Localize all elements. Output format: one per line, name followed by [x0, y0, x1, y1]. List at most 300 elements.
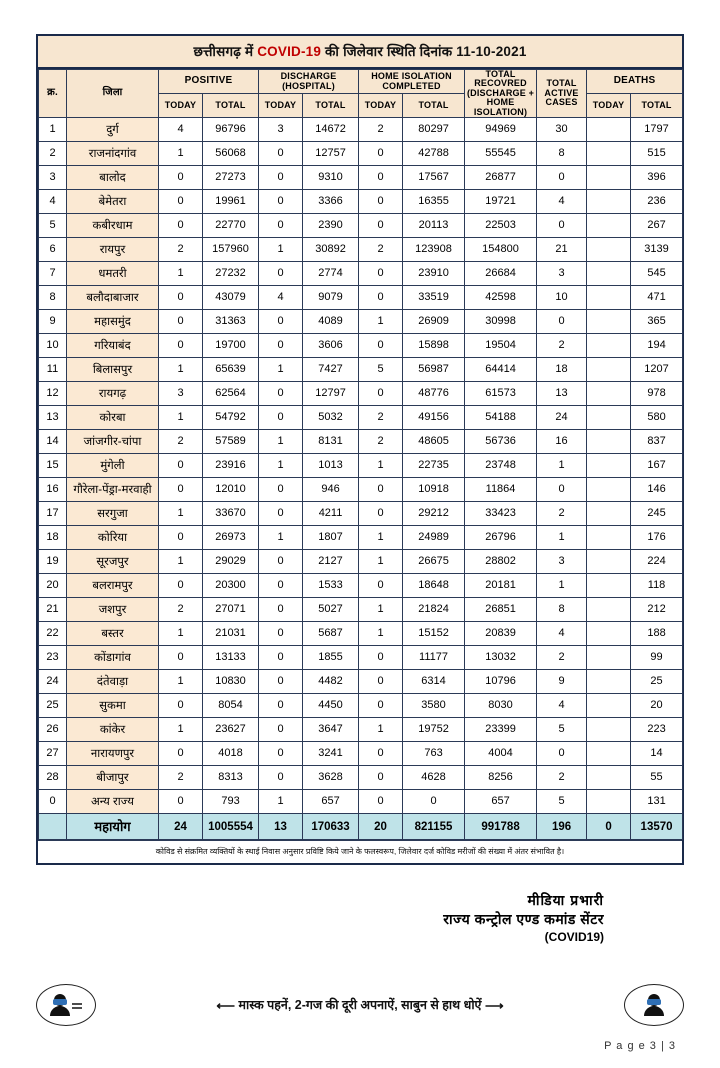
table-row	[39, 214, 683, 238]
row-positive-today: 1	[159, 718, 203, 742]
row-active: 2	[537, 646, 587, 670]
row-positive-today: 2	[159, 238, 203, 262]
row-district: अन्य राज्य	[67, 790, 159, 814]
header-act-line3: CASES	[545, 97, 578, 108]
table-row	[39, 166, 683, 190]
row-death-total: 471	[631, 286, 683, 310]
row-discharge-total: 1533	[303, 574, 359, 598]
row-discharge-total: 2774	[303, 262, 359, 286]
row-positive-total: 31363	[203, 310, 259, 334]
row-hi-today: 0	[359, 382, 403, 406]
row-positive-today: 0	[159, 694, 203, 718]
row-hi-today: 0	[359, 478, 403, 502]
row-hi-total: 123908	[403, 238, 465, 262]
total-row-discharge-today: 13	[259, 814, 303, 840]
table-row	[39, 550, 683, 574]
row-positive-total: 23916	[203, 454, 259, 478]
row-hi-total: 21824	[403, 598, 465, 622]
row-hi-total: 19752	[403, 718, 465, 742]
header-discharge-line1: DISCHARGE	[280, 71, 337, 82]
row-hi-total: 0	[403, 790, 465, 814]
header-hi-today: TODAY	[359, 94, 403, 118]
row-death-today	[587, 190, 631, 214]
total-row-positive-today: 24	[159, 814, 203, 840]
table-total-row	[39, 814, 683, 840]
row-death-total: 236	[631, 190, 683, 214]
row-active: 0	[537, 742, 587, 766]
row-district: कोरिया	[67, 526, 159, 550]
total-row-recovered: 991788	[465, 814, 537, 840]
row-district: बलरामपुर	[67, 574, 159, 598]
row-district: दुर्ग	[67, 118, 159, 142]
row-recovered: 8256	[465, 766, 537, 790]
row-hi-total: 23910	[403, 262, 465, 286]
row-hi-total: 22735	[403, 454, 465, 478]
row-death-total: 515	[631, 142, 683, 166]
row-discharge-total: 2127	[303, 550, 359, 574]
row-hi-today: 0	[359, 670, 403, 694]
row-district: बलौदाबाजार	[67, 286, 159, 310]
row-hi-today: 0	[359, 190, 403, 214]
row-discharge-total: 4211	[303, 502, 359, 526]
row-discharge-total: 1013	[303, 454, 359, 478]
row-discharge-today: 0	[259, 166, 303, 190]
row-positive-total: 21031	[203, 622, 259, 646]
row-district: सूरजपुर	[67, 550, 159, 574]
row-discharge-total: 9079	[303, 286, 359, 310]
row-death-total: 1207	[631, 358, 683, 382]
row-discharge-total: 4482	[303, 670, 359, 694]
row-discharge-today: 0	[259, 214, 303, 238]
row-discharge-total: 7427	[303, 358, 359, 382]
row-active: 0	[537, 478, 587, 502]
row-sn: 26	[39, 718, 67, 742]
row-positive-today: 0	[159, 190, 203, 214]
row-death-today	[587, 166, 631, 190]
arrow-left-icon: ⟵	[216, 997, 236, 1013]
row-hi-today: 0	[359, 742, 403, 766]
row-positive-total: 43079	[203, 286, 259, 310]
total-row-discharge-total: 170633	[303, 814, 359, 840]
row-death-total: 978	[631, 382, 683, 406]
table-row	[39, 670, 683, 694]
slogan-label: मास्क पहनें, 2-गज की दूरी अपनाऐं, साबुन से हाथ धोऐं	[238, 998, 482, 1013]
report-frame	[36, 34, 684, 865]
row-positive-total: 26973	[203, 526, 259, 550]
row-death-total: 14	[631, 742, 683, 766]
row-death-today	[587, 454, 631, 478]
row-discharge-total: 5027	[303, 598, 359, 622]
table-row	[39, 406, 683, 430]
row-district: नारायणपुर	[67, 742, 159, 766]
row-active: 4	[537, 190, 587, 214]
row-death-today	[587, 286, 631, 310]
row-positive-today: 1	[159, 622, 203, 646]
total-row-death-total: 13570	[631, 814, 683, 840]
row-positive-today: 0	[159, 790, 203, 814]
row-active: 10	[537, 286, 587, 310]
row-hi-today: 1	[359, 718, 403, 742]
row-district: जांजगीर-चांपा	[67, 430, 159, 454]
row-death-total: 118	[631, 574, 683, 598]
row-hi-today: 0	[359, 334, 403, 358]
table-row	[39, 694, 683, 718]
row-positive-total: 56068	[203, 142, 259, 166]
row-discharge-today: 0	[259, 382, 303, 406]
row-active: 1	[537, 574, 587, 598]
header-rec-line2: RECOVRED	[474, 78, 527, 89]
covid-status-table	[38, 69, 683, 840]
row-sn: 22	[39, 622, 67, 646]
table-head	[39, 70, 683, 118]
row-positive-today: 0	[159, 574, 203, 598]
row-district: बेमेतरा	[67, 190, 159, 214]
row-discharge-total: 12757	[303, 142, 359, 166]
row-hi-today: 1	[359, 454, 403, 478]
row-discharge-total: 3606	[303, 334, 359, 358]
total-row-hi-total: 821155	[403, 814, 465, 840]
header-discharge	[259, 70, 359, 94]
row-discharge-today: 4	[259, 286, 303, 310]
row-death-total: 245	[631, 502, 683, 526]
row-hi-today: 0	[359, 694, 403, 718]
row-positive-today: 0	[159, 454, 203, 478]
row-discharge-today: 0	[259, 598, 303, 622]
row-district: धमतरी	[67, 262, 159, 286]
row-death-today	[587, 262, 631, 286]
row-sn: 18	[39, 526, 67, 550]
table-row	[39, 454, 683, 478]
row-positive-today: 0	[159, 334, 203, 358]
mask-person-icon-left	[36, 984, 96, 1026]
row-sn: 7	[39, 262, 67, 286]
row-discharge-total: 3647	[303, 718, 359, 742]
row-death-today	[587, 430, 631, 454]
row-discharge-today: 0	[259, 502, 303, 526]
row-positive-today: 0	[159, 526, 203, 550]
row-positive-total: 157960	[203, 238, 259, 262]
row-hi-today: 0	[359, 766, 403, 790]
table-row	[39, 382, 683, 406]
row-active: 21	[537, 238, 587, 262]
header-act-line2: ACTIVE	[544, 87, 579, 98]
row-hi-total: 48605	[403, 430, 465, 454]
row-sn: 28	[39, 766, 67, 790]
row-active: 13	[537, 382, 587, 406]
row-district: बिलासपुर	[67, 358, 159, 382]
row-active: 2	[537, 502, 587, 526]
row-discharge-total: 14672	[303, 118, 359, 142]
row-district: बस्तर	[67, 622, 159, 646]
row-hi-today: 1	[359, 622, 403, 646]
row-discharge-today: 0	[259, 646, 303, 670]
header-home-isolation	[359, 70, 465, 94]
header-hi-total: TOTAL	[403, 94, 465, 118]
table-row	[39, 502, 683, 526]
table-row	[39, 142, 683, 166]
row-discharge-today: 0	[259, 550, 303, 574]
row-positive-total: 19700	[203, 334, 259, 358]
row-hi-today: 2	[359, 238, 403, 262]
row-district: कांकेर	[67, 718, 159, 742]
row-sn: 8	[39, 286, 67, 310]
row-hi-total: 49156	[403, 406, 465, 430]
row-recovered: 19721	[465, 190, 537, 214]
row-positive-total: 27071	[203, 598, 259, 622]
row-positive-total: 57589	[203, 430, 259, 454]
row-sn: 17	[39, 502, 67, 526]
row-positive-total: 8313	[203, 766, 259, 790]
header-row-1	[39, 70, 683, 94]
table-row	[39, 598, 683, 622]
row-death-total: 545	[631, 262, 683, 286]
row-positive-total: 10830	[203, 670, 259, 694]
row-hi-total: 3580	[403, 694, 465, 718]
row-sn: 12	[39, 382, 67, 406]
row-recovered: 42598	[465, 286, 537, 310]
row-recovered: 26851	[465, 598, 537, 622]
row-hi-today: 0	[359, 646, 403, 670]
row-district: कोरबा	[67, 406, 159, 430]
row-hi-today: 2	[359, 118, 403, 142]
row-hi-today: 1	[359, 310, 403, 334]
table-row	[39, 574, 683, 598]
row-discharge-total: 30892	[303, 238, 359, 262]
row-positive-today: 1	[159, 262, 203, 286]
row-death-today	[587, 238, 631, 262]
total-row-hi-today: 20	[359, 814, 403, 840]
row-district: महासमुंद	[67, 310, 159, 334]
page-number: P a g e 3 | 3	[604, 1040, 676, 1052]
row-death-today	[587, 382, 631, 406]
row-positive-total: 27273	[203, 166, 259, 190]
row-sn: 20	[39, 574, 67, 598]
row-positive-total: 22770	[203, 214, 259, 238]
row-discharge-total: 3241	[303, 742, 359, 766]
row-discharge-today: 1	[259, 790, 303, 814]
row-positive-today: 0	[159, 742, 203, 766]
row-discharge-total: 1855	[303, 646, 359, 670]
row-positive-today: 0	[159, 166, 203, 190]
row-hi-today: 1	[359, 526, 403, 550]
row-hi-total: 26675	[403, 550, 465, 574]
row-positive-today: 1	[159, 358, 203, 382]
row-positive-today: 1	[159, 406, 203, 430]
row-recovered: 30998	[465, 310, 537, 334]
table-row	[39, 286, 683, 310]
row-recovered: 19504	[465, 334, 537, 358]
row-sn: 15	[39, 454, 67, 478]
row-recovered: 8030	[465, 694, 537, 718]
row-hi-total: 26909	[403, 310, 465, 334]
row-discharge-total: 3628	[303, 766, 359, 790]
row-death-today	[587, 742, 631, 766]
row-death-today	[587, 574, 631, 598]
row-hi-total: 10918	[403, 478, 465, 502]
table-row	[39, 646, 683, 670]
table-body	[39, 118, 683, 840]
row-hi-today: 0	[359, 286, 403, 310]
row-district: सरगुजा	[67, 502, 159, 526]
row-positive-total: 12010	[203, 478, 259, 502]
row-positive-today: 3	[159, 382, 203, 406]
row-sn: 23	[39, 646, 67, 670]
row-hi-today: 0	[359, 790, 403, 814]
row-recovered: 13032	[465, 646, 537, 670]
row-sn: 25	[39, 694, 67, 718]
row-hi-total: 33519	[403, 286, 465, 310]
row-discharge-today: 0	[259, 622, 303, 646]
row-death-total: 212	[631, 598, 683, 622]
row-death-today	[587, 598, 631, 622]
title-prefix: छत्तीसगढ़ में	[193, 44, 258, 59]
row-discharge-today: 0	[259, 478, 303, 502]
total-row-positive-total: 1005554	[203, 814, 259, 840]
row-district: मुंगेली	[67, 454, 159, 478]
table-row	[39, 742, 683, 766]
row-sn: 3	[39, 166, 67, 190]
row-sn: 5	[39, 214, 67, 238]
row-district: कबीरधाम	[67, 214, 159, 238]
row-recovered: 26877	[465, 166, 537, 190]
header-rec-note2: HOME ISOLATION)	[473, 97, 528, 117]
row-death-total: 3139	[631, 238, 683, 262]
row-positive-today: 2	[159, 598, 203, 622]
row-death-total: 396	[631, 166, 683, 190]
row-hi-total: 20113	[403, 214, 465, 238]
row-death-today	[587, 214, 631, 238]
row-sn: 4	[39, 190, 67, 214]
row-death-total: 580	[631, 406, 683, 430]
report-title	[38, 36, 682, 69]
row-positive-today: 2	[159, 766, 203, 790]
row-discharge-today: 1	[259, 430, 303, 454]
row-death-today	[587, 118, 631, 142]
row-active: 3	[537, 262, 587, 286]
header-act-line1: TOTAL	[546, 78, 577, 89]
row-active: 3	[537, 550, 587, 574]
row-hi-total: 15898	[403, 334, 465, 358]
table-footnote: कोविड से संक्रमित व्यक्तियों के स्थाई निवास अनुसार प्रविष्टि किये जाने के फलस्वरूप, जिलेवार दर्ज कोविड मरीजों की संख्या में अंतर संभावित है।	[38, 840, 682, 863]
row-hi-today: 0	[359, 502, 403, 526]
row-recovered: 23399	[465, 718, 537, 742]
row-discharge-today: 0	[259, 190, 303, 214]
row-hi-total: 4628	[403, 766, 465, 790]
row-sn: 1	[39, 118, 67, 142]
row-discharge-total: 3366	[303, 190, 359, 214]
row-hi-total: 48776	[403, 382, 465, 406]
row-hi-today: 0	[359, 142, 403, 166]
row-hi-today: 0	[359, 574, 403, 598]
row-hi-today: 2	[359, 430, 403, 454]
header-total-active	[537, 70, 587, 118]
row-positive-total: 33670	[203, 502, 259, 526]
row-positive-total: 8054	[203, 694, 259, 718]
row-recovered: 10796	[465, 670, 537, 694]
row-active: 5	[537, 718, 587, 742]
row-recovered: 28802	[465, 550, 537, 574]
row-recovered: 11864	[465, 478, 537, 502]
row-discharge-total: 2390	[303, 214, 359, 238]
header-discharge-today: TODAY	[259, 94, 303, 118]
row-hi-today: 2	[359, 406, 403, 430]
title-covid: COVID-19	[257, 44, 322, 59]
table-row	[39, 190, 683, 214]
row-discharge-total: 1807	[303, 526, 359, 550]
row-discharge-total: 5032	[303, 406, 359, 430]
row-active: 5	[537, 790, 587, 814]
row-death-total: 131	[631, 790, 683, 814]
signature-block	[36, 891, 684, 945]
table-row	[39, 790, 683, 814]
row-sn: 27	[39, 742, 67, 766]
header-discharge-line2: (HOSPITAL)	[282, 80, 335, 91]
row-positive-total: 29029	[203, 550, 259, 574]
row-death-today	[587, 142, 631, 166]
row-hi-total: 17567	[403, 166, 465, 190]
row-death-total: 224	[631, 550, 683, 574]
row-positive-today: 0	[159, 286, 203, 310]
row-discharge-today: 1	[259, 526, 303, 550]
row-hi-today: 0	[359, 166, 403, 190]
header-sn: क्र.	[39, 70, 67, 118]
row-discharge-total: 4089	[303, 310, 359, 334]
row-positive-total: 19961	[203, 190, 259, 214]
row-death-today	[587, 766, 631, 790]
row-recovered: 64414	[465, 358, 537, 382]
row-death-today	[587, 502, 631, 526]
row-hi-total: 18648	[403, 574, 465, 598]
row-hi-total: 16355	[403, 190, 465, 214]
table-row	[39, 118, 683, 142]
slogan-text	[96, 996, 624, 1014]
row-death-total: 146	[631, 478, 683, 502]
row-sn: 10	[39, 334, 67, 358]
table-row	[39, 310, 683, 334]
row-district: गरियाबंद	[67, 334, 159, 358]
row-active: 24	[537, 406, 587, 430]
row-district: रायपुर	[67, 238, 159, 262]
row-hi-total: 56987	[403, 358, 465, 382]
signature-line-3: (COVID19)	[544, 929, 604, 944]
row-discharge-today: 3	[259, 118, 303, 142]
header-deaths-today: TODAY	[587, 94, 631, 118]
row-sn: 9	[39, 310, 67, 334]
header-total-recovered	[465, 70, 537, 118]
table-row	[39, 238, 683, 262]
row-active: 0	[537, 310, 587, 334]
row-discharge-total: 5687	[303, 622, 359, 646]
total-row-sn	[39, 814, 67, 840]
header-deaths-total: TOTAL	[631, 94, 683, 118]
row-recovered: 94969	[465, 118, 537, 142]
header-hi-line2: COMPLETED	[382, 80, 441, 91]
row-death-today	[587, 478, 631, 502]
row-recovered: 20839	[465, 622, 537, 646]
row-active: 16	[537, 430, 587, 454]
row-positive-total: 54792	[203, 406, 259, 430]
row-death-total: 55	[631, 766, 683, 790]
row-discharge-today: 1	[259, 454, 303, 478]
row-recovered: 657	[465, 790, 537, 814]
row-death-today	[587, 358, 631, 382]
row-positive-today: 1	[159, 142, 203, 166]
row-recovered: 61573	[465, 382, 537, 406]
row-hi-total: 6314	[403, 670, 465, 694]
row-recovered: 4004	[465, 742, 537, 766]
row-death-total: 267	[631, 214, 683, 238]
row-active: 18	[537, 358, 587, 382]
